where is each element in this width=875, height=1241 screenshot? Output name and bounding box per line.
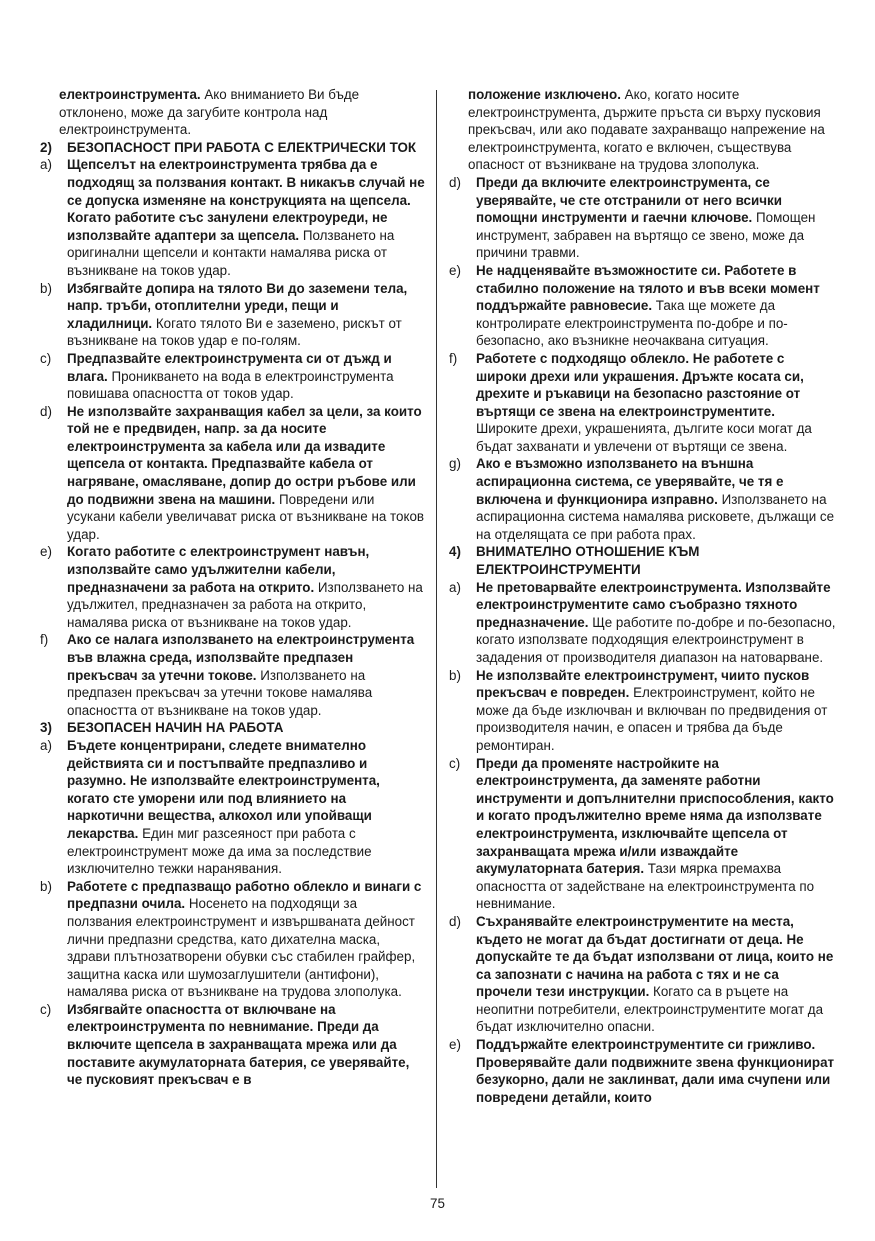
list-item: a) Щепселът на електроинструмента трябва да е подходящ за ползвания контакт. В никакъв случай не се допуска изменяне на конструкцията на щепсела. Когато работите със занулени електроуреди, не използвайте адаптери за щепсела. Ползването на оригинални щепсели и контакти намалява риска от възникване на токов удар.: [40, 157, 425, 278]
list-item: a) Не претоварвайте електроинструмента. Използвайте електроинструментите само съобразно тяхното предназначение. Ще работите по-добре и по-безопасно, когато използвате подходящия електроинструмент в зададения от производителя диапазон на натоварване.: [449, 579, 836, 665]
list-item: e) Когато работите с електроинструмент навън, използвайте само удължителни кабели, предназначени за работа на открито. Използването на удължител, предназначен за работа на открито, намалява риска от възникване на токов удар.: [40, 544, 423, 630]
list-item: c) Преди да променяте настройките на електроинструмента, да заменяте работни инструменти и допълнителни приспособления, както и когато продължително време няма да използвате електроинструмента, изключвайте щепсела от захранващата мрежа и/или изваждайте акумулаторната батерия. Тази мярка премахва опасността от задействане на електроинструмента по невнимание.: [449, 755, 834, 912]
right-column: [449, 86, 836, 1106]
list-item: f) Ако се налага използването на електроинструмента във влажна среда, използвайте предпазен прекъсвач за утечни токове. Използването на предпазен прекъсвач за утечни токове намалява опасността от възникване на токов удар.: [40, 632, 415, 718]
list-item: d) Не използвайте захранващия кабел за цели, за които той не е предвиден, напр. за да носите електроинструмента за кабела или да извадите щепсела от контакта. Предпазвайте кабела от нагряване, омасляване, допир до остри ръбове или до подвижни звена на машини. Повредени или усукани кабели увеличават риска от възникване на токов удар.: [40, 403, 425, 542]
list-item: c) Предпазвайте електроинструмента си от дъжд и влага. Проникването на вода в електроинструмента повишава опасността от токов удар.: [40, 350, 394, 402]
left-column: [40, 86, 425, 1089]
list-item: b) Избягвайте допира на тялото Ви до заземени тела, напр. тръби, отоплителни уреди, пещи и хладилници. Когато тялото Ви е заземено, рискът от възникване на токов удар е по-голям.: [40, 280, 408, 349]
section-2-heading: 2) БЕЗОПАСНОСТ ПРИ РАБОТА С ЕЛЕКТРИЧЕСКИ ТОК: [40, 139, 417, 155]
list-item: d) Съхранявайте електроинструментите на места, където не могат да бъдат достигнати от деца. Не допускайте те да бъдат използвани от лица, които не са запознати с начина на работа с тях и не са прочели тези инструкции. Когато са в ръцете на неопитни потребители, електроинструментите могат да бъдат изключително опасни.: [449, 913, 834, 1035]
left-intro: електроинструмента. Ако вниманието Ви бъде отклонено, може да загубите контрола над електроинструмента.: [59, 87, 360, 138]
page-number: 75: [430, 1196, 445, 1211]
list-item: a) Бъдете концентрирани, следете внимателно действията си и постъпвайте предпазливо и разумно. Не използвайте електроинструмента, когато сте уморени или под влиянието на наркотични вещества, алкохол или упойващи лекарства. Един миг разсеяност при работа с електроинструмент може да има за последствие изключително тежки наранявания.: [40, 737, 380, 877]
list-item: b) Работете с предпазващо работно облекло и винаги с предпазни очила. Носенето на подходящи за ползвания електроинструмент и извършваната дейност лични предпазни средства, като дихателна маска, здрави плътнозатворени обувки със стабилен грайфер, защитна каска или шумозаглушители (антифони), намалява риска от възникване на трудова злополука.: [40, 878, 422, 1000]
section-4-heading: 4) ВНИМАТЕЛНО ОТНОШЕНИЕ КЪМ ЕЛЕКТРОИНСТРУМЕНТИ: [449, 544, 700, 578]
list-item: d) Преди да включите електроинструмента, се уверявайте, че сте отстранили от него всички помощни инструменти и гаечни ключове. Помощен инструмент, забравен на въртящо се звено, може да причини травми.: [449, 174, 816, 261]
list-item: f) Работете с подходящо облекло. Не работете с широки дрехи или украшения. Дръжте косата си, дрехите и ръкавици на безопасно разстояние от въртящи се звена на електроинструментите. Широките дрехи, украшенията, дългите коси могат да бъдат захванати и увлечени от въртящи се звена.: [449, 350, 812, 454]
right-intro: положение изключено. Ако, когато носите електроинструмента, държите пръста си върху пусковия прекъсвач, или ако подавате захранващо напрежение на електроинструмента, когато е включен, съществува опасност от възникване на трудова злополука.: [468, 87, 825, 173]
list-item: c) Избягвайте опасността от включване на електроинструмента по невнимание. Преди да включите щепсела в захранващата мрежа или да поставите акумулаторната батерия, се уверявайте, че пусковият прекъсвач е в: [40, 1001, 410, 1088]
section-3-heading: 3) БЕЗОПАСЕН НАЧИН НА РАБОТА: [40, 720, 284, 736]
list-item: b) Не използвайте електроинструмент, чиито пусков прекъсвач е повреден. Електроинструмент, който не може да бъде изключван и включван по предвидения от производителя начин, е опасен и трябва да бъде ремонтиран.: [449, 667, 828, 753]
list-item: e) Поддържайте електроинструментите си грижливо. Проверявайте дали подвижните звена функционират безукорно, дали не заклинват, дали има счупени или повредени детайли, които: [449, 1037, 835, 1105]
column-divider: [436, 90, 437, 1188]
list-item: e) Не надценявайте възможностите си. Работете в стабилно положение на тялото и във всеки момент поддържайте равновесие. Така ще можете да контролирате електроинструмента по-добре и по-безопасно, ако възникне неочаквана ситуация.: [449, 262, 820, 349]
list-item: g) Ако е възможно използването на външна аспирационна система, се уверявайте, че тя е включена и функционира изправно. Използването на аспирационна система намалява рисковете, дължащи се на отделящата се при работа прах.: [449, 456, 835, 542]
